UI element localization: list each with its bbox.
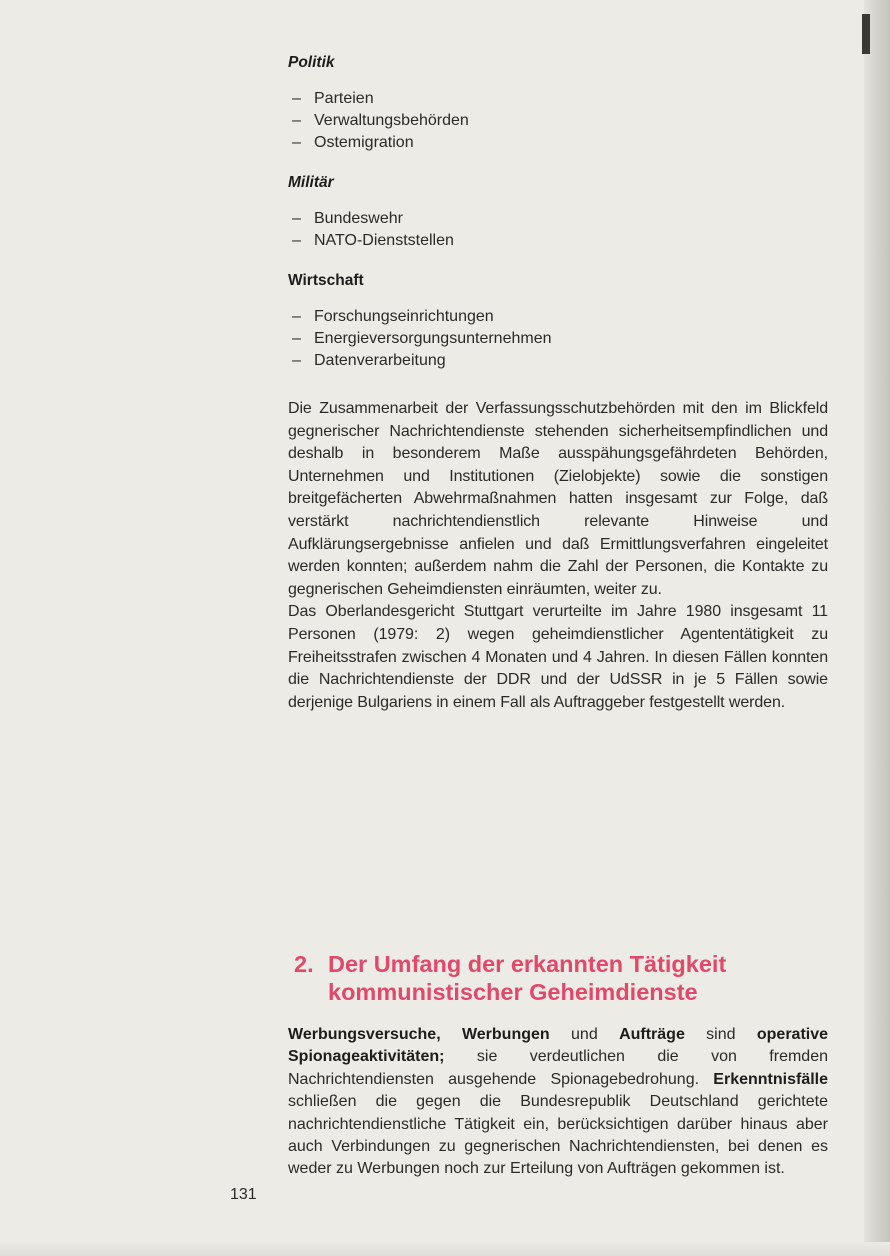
list-item: – Datenverarbeitung	[288, 350, 828, 372]
page-bottom-edge	[0, 1242, 890, 1256]
chapter-number: 2.	[294, 951, 314, 977]
page-gutter-shadow	[864, 0, 890, 1256]
page-edge-mark	[862, 14, 870, 54]
section-wirtschaft	[288, 270, 828, 372]
chapter-title-line1: Der Umfang der erkannten Tätigkeit	[328, 951, 727, 977]
body-paragraph: Die Zusammenarbeit der Verfassungsschutzbehörden mit den im Blickfeld gegnerischer Nachrichtendienste stehenden sicherheitsempfindlichen und deshalb in besonderem Maße ausspähungsgefährdeten Behörden, Unternehmen und Institutionen (Zielobjekte) sowie die sonstigen breitgefächerten Abwehrmaßnahmen hatten insgesamt zur Folge, daß verstärkt nachrichtendienstlich relevante Hinweise und Aufklärungsergebnisse anfielen und daß Ermittlungsverfahren eingeleitet werden konnten; außerdem nahm die Zahl der Personen, die Kontakte zu gegnerischen Geheimdiensten einräumten, weiter zu.	[288, 400, 828, 598]
chapter-title-line2: kommunistischer Geheimdienste	[328, 979, 698, 1005]
bold-term: Erkenntnisfälle	[713, 1070, 828, 1088]
list-item: – NATO-Dienststellen	[288, 230, 828, 252]
page-number: 131	[230, 1186, 257, 1203]
bold-term: Aufträge	[619, 1026, 685, 1043]
section-heading: Militär	[288, 174, 334, 191]
list-item: – Parteien	[288, 88, 828, 110]
list-item: – Verwaltungsbehörden	[288, 110, 828, 132]
section-militaer	[288, 172, 828, 252]
list-item: – Energieversorgungsunternehmen	[288, 328, 828, 350]
body-paragraph: Das Oberlandesgericht Stuttgart verurteilte im Jahre 1980 insgesamt 11 Personen (1979: 2) wegen geheimdienstlicher Agententätigkeit zu Freiheitsstrafen zwischen 4 Monaten und 4 Jahren. In diesen Fällen konnten die Nachrichtendienste der DDR und der UdSSR in je 5 Fällen sowie derjenige Bulgariens in einem Fall als Auftraggeber festgestellt werden.	[288, 603, 828, 711]
intro-text: und	[549, 1026, 620, 1043]
dash-list	[288, 208, 828, 252]
section-heading: Wirtschaft	[288, 272, 364, 289]
chapter-heading	[294, 950, 814, 1006]
intro-text: schließen die gegen die Bundesrepublik Deutschland gerichtete nachrichtendienstliche Tätigkeit ein, berücksichtigen darüber hinaus aber auch Verbindungen zu gegnerischen Nachrichtendiensten, bei denen es weder zu Werbungen noch zur Erteilung von Aufträgen gekommen ist.	[288, 1093, 828, 1178]
intro-text: sie verdeutlichen die von fremden Nachrichtendiensten ausgehende Spionagebedrohung.	[288, 1048, 828, 1088]
intro-paragraph	[288, 1024, 828, 1181]
intro-text: sind	[684, 1026, 757, 1043]
list-item: – Ostemigration	[288, 132, 828, 154]
main-content	[288, 52, 828, 714]
list-item: – Forschungseinrichtungen	[288, 306, 828, 328]
bold-term: operative Spionageaktivitäten;	[288, 1026, 829, 1066]
bold-term: Werbungsversuche, Werbungen	[288, 1026, 550, 1043]
section-politik	[288, 52, 828, 154]
spacer	[288, 390, 828, 398]
dash-list	[288, 306, 828, 372]
dash-list	[288, 88, 828, 154]
section-heading: Politik	[288, 54, 335, 71]
list-item: – Bundeswehr	[288, 208, 828, 230]
